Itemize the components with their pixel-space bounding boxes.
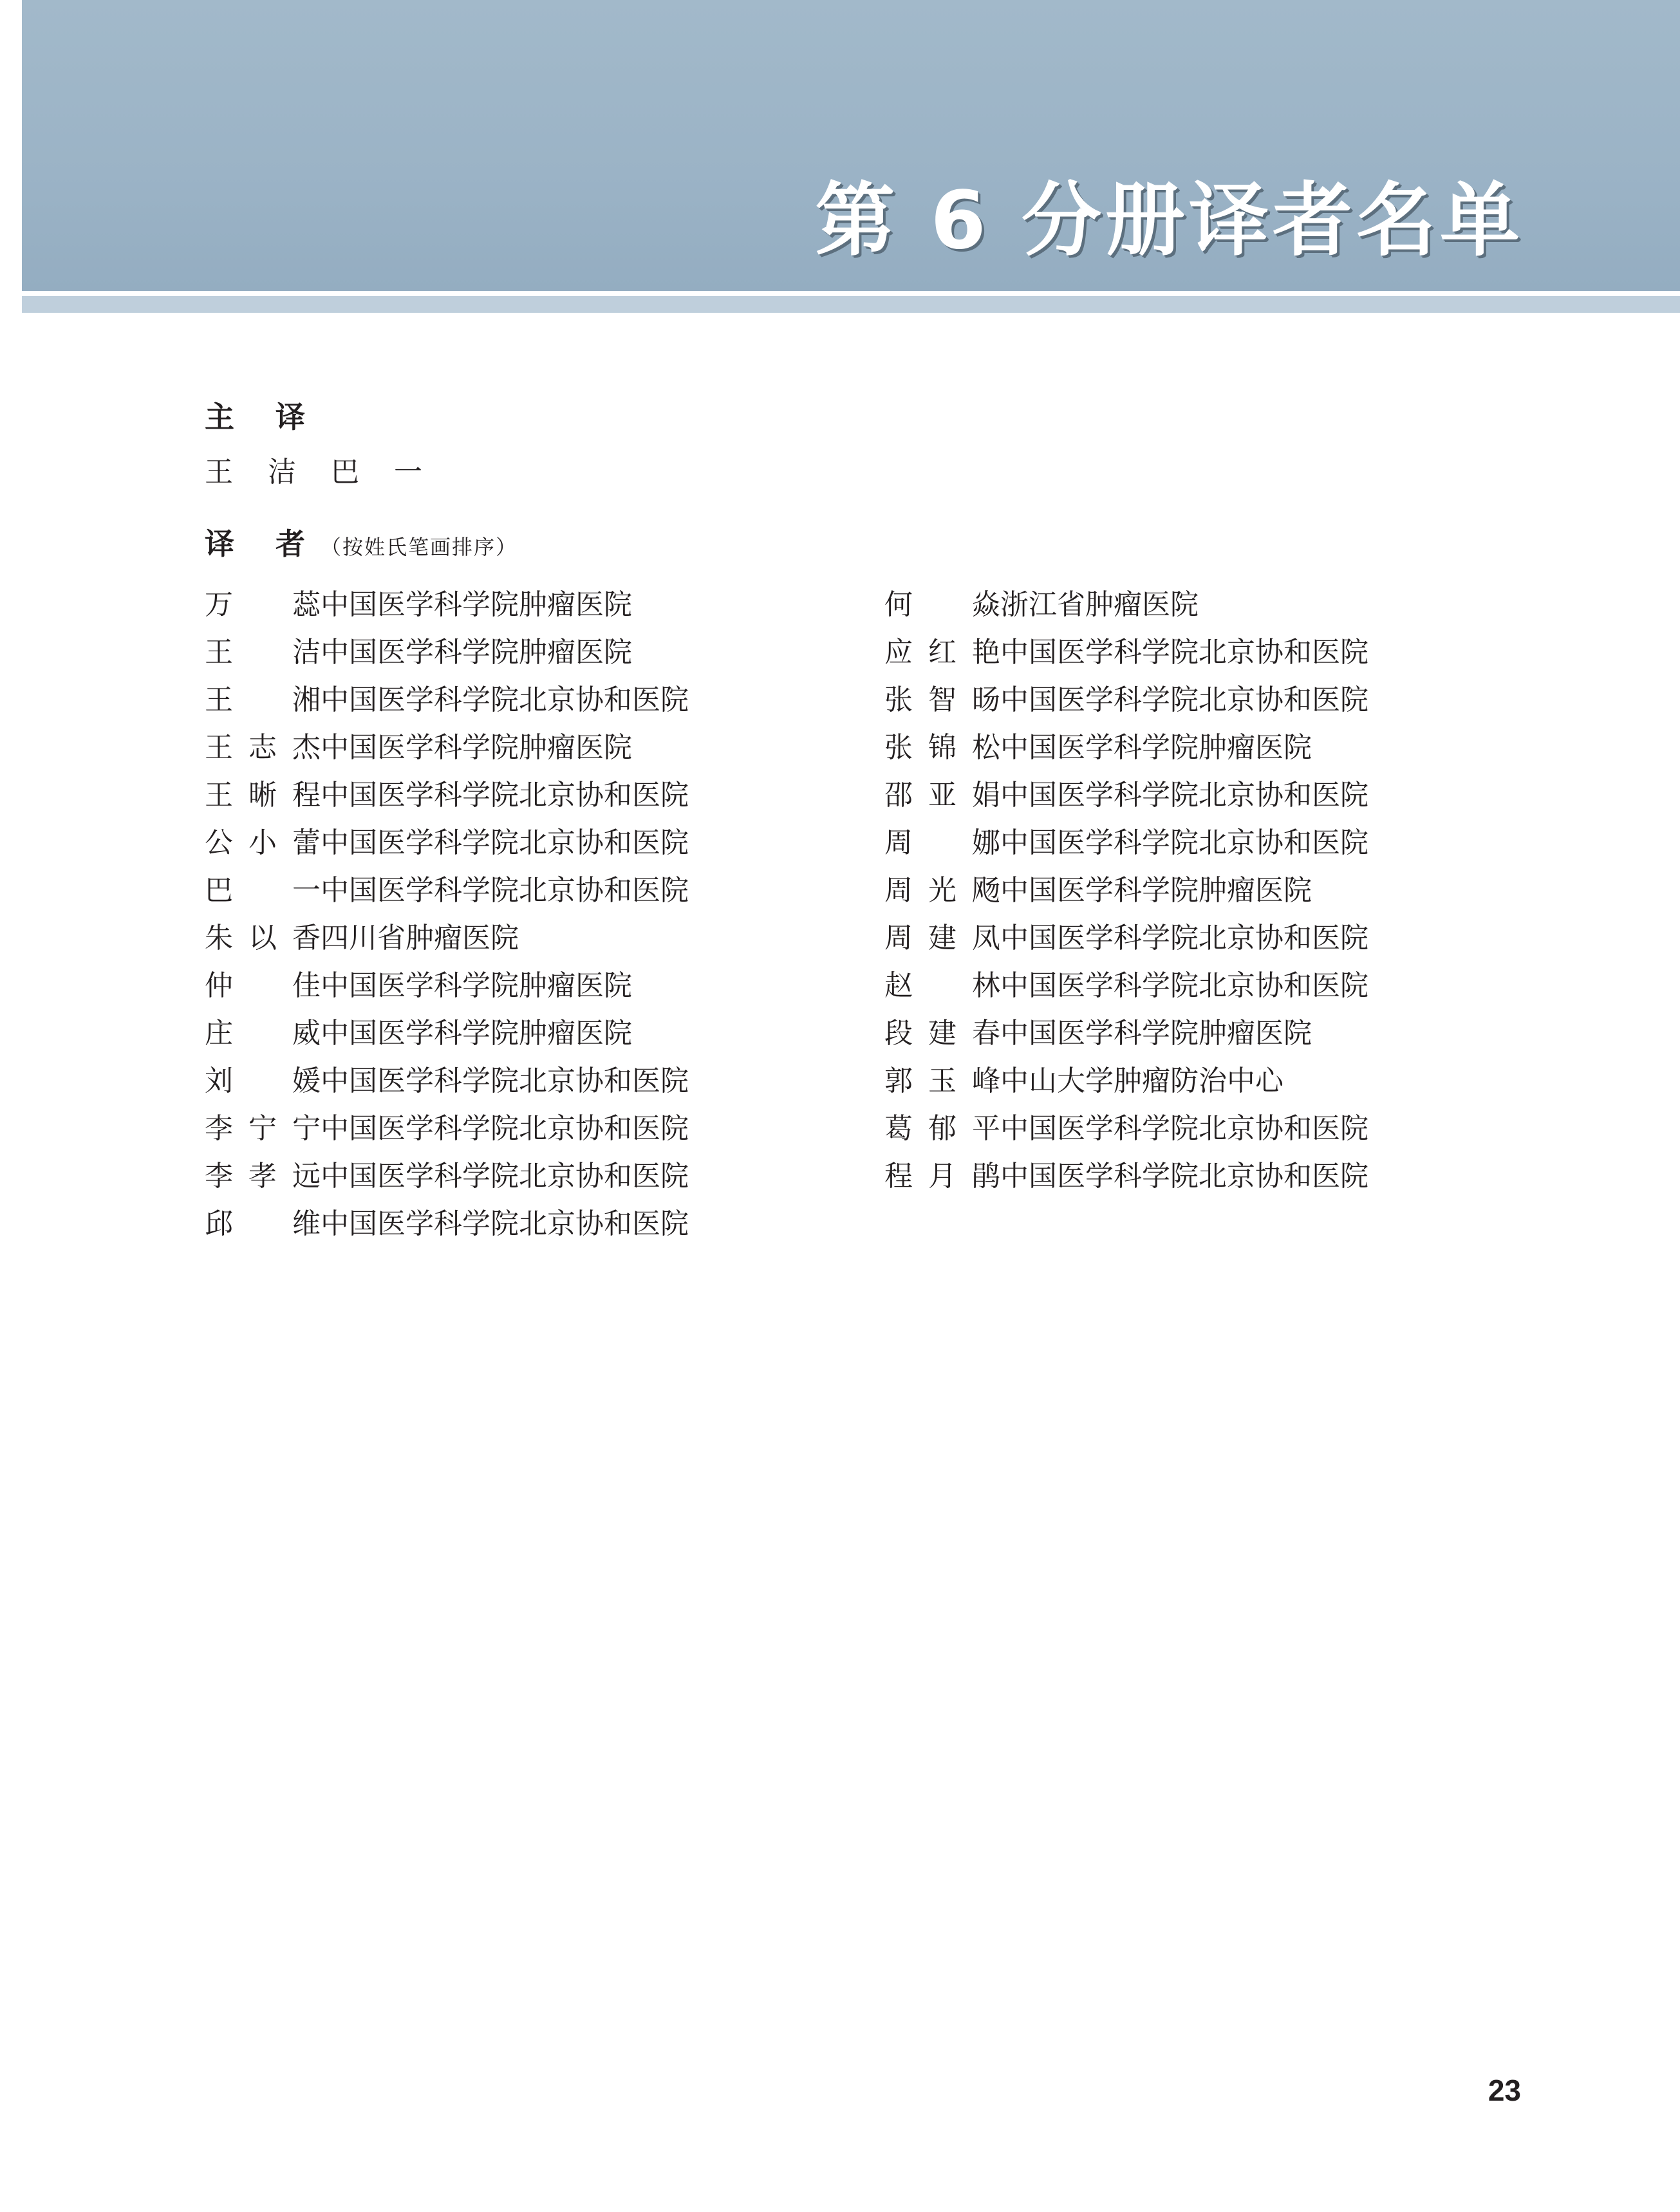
translator-row: [205, 768, 689, 816]
translator-row: [884, 959, 1368, 1007]
translator-row: [884, 721, 1368, 768]
translator-name: 赵 林: [884, 969, 1000, 1002]
translator-row: [205, 1054, 689, 1102]
translator-row: [205, 816, 689, 864]
translator-name: 周光飏: [884, 874, 1000, 907]
translator-institution: 中国医学科学院北京协和医院: [321, 1160, 689, 1193]
chief-translators-names: 王 洁 巴 一: [205, 456, 435, 488]
translator-name: 应红艳: [884, 636, 1000, 669]
translator-row: [884, 673, 1368, 721]
translator-institution: 中国医学科学院肿瘤医院: [1000, 874, 1312, 907]
translator-institution: 中国医学科学院肿瘤医院: [1000, 731, 1312, 764]
translator-institution: 中国医学科学院北京协和医院: [321, 1207, 689, 1240]
translator-institution: 中国医学科学院北京协和医院: [1000, 1112, 1368, 1145]
translator-name: 张锦松: [884, 731, 1000, 764]
translator-row: [884, 911, 1368, 959]
translator-name: 葛郁平: [884, 1112, 1000, 1145]
translator-row: [884, 1054, 1368, 1102]
translator-institution: 浙江省肿瘤医院: [1000, 588, 1199, 621]
translator-institution: 中国医学科学院北京协和医院: [1000, 1160, 1368, 1193]
translator-institution: 中国医学科学院北京协和医院: [1000, 683, 1368, 716]
translator-name: 程月鹃: [884, 1160, 1000, 1193]
translator-row: [205, 911, 689, 959]
translator-name: 公小蕾: [205, 826, 321, 859]
header-rule: [22, 296, 1680, 313]
translator-institution: 四川省肿瘤医院: [321, 922, 519, 954]
translator-name: 王 湘: [205, 683, 321, 716]
translator-institution: 中国医学科学院肿瘤医院: [321, 588, 632, 621]
translator-row: [884, 1007, 1368, 1054]
translator-row: [884, 768, 1368, 816]
translator-name: 王 洁: [205, 636, 321, 669]
translator-name: 何 焱: [884, 588, 1000, 621]
translator-row: [884, 1149, 1368, 1197]
translator-institution: 中国医学科学院肿瘤医院: [1000, 1017, 1312, 1050]
translator-row: [205, 1007, 689, 1054]
translator-row: [205, 864, 689, 911]
translator-row: [884, 578, 1368, 626]
header-divider: [22, 291, 1680, 296]
translator-row: [205, 1102, 689, 1149]
translator-name: 段建春: [884, 1017, 1000, 1050]
translator-institution: 中国医学科学院北京协和医院: [1000, 969, 1368, 1002]
translator-name: 张智旸: [884, 683, 1000, 716]
translator-row: [884, 1102, 1368, 1149]
translator-row: [205, 626, 689, 673]
translator-row: [205, 721, 689, 768]
translator-name: 郭玉峰: [884, 1064, 1000, 1097]
translator-name: 巴 一: [205, 874, 321, 907]
translator-row: [205, 578, 689, 626]
translator-institution: 中国医学科学院肿瘤医院: [321, 731, 632, 764]
translator-row: [205, 1197, 689, 1245]
translator-institution: 中国医学科学院北京协和医院: [1000, 636, 1368, 669]
translator-name: 万 蕊: [205, 588, 321, 621]
page-title: 第 6 分册译者名单: [815, 174, 1524, 267]
translator-name: 李宁宁: [205, 1112, 321, 1145]
translator-row: [884, 626, 1368, 673]
translator-institution: 中山大学肿瘤防治中心: [1000, 1064, 1283, 1097]
translators-sort-note: （按姓氏笔画排序）: [321, 535, 518, 559]
translator-name: 刘 媛: [205, 1064, 321, 1097]
translator-name: 仲 佳: [205, 969, 321, 1002]
translator-name: 朱以香: [205, 922, 321, 954]
translator-institution: 中国医学科学院北京协和医院: [321, 874, 689, 907]
chief-translators-heading: [205, 398, 321, 436]
translator-name: 王志杰: [205, 731, 321, 764]
translator-row: [205, 1149, 689, 1197]
chief-translators-heading-text: 主 译: [205, 400, 321, 434]
translators-heading: [205, 525, 518, 566]
translators-heading-text: 译 者: [205, 526, 321, 561]
translator-row: [884, 816, 1368, 864]
translator-institution: 中国医学科学院北京协和医院: [1000, 922, 1368, 954]
translator-institution: 中国医学科学院肿瘤医院: [321, 1017, 632, 1050]
translator-institution: 中国医学科学院北京协和医院: [321, 826, 689, 859]
translator-institution: 中国医学科学院北京协和医院: [1000, 779, 1368, 812]
page-number: 23: [1488, 2074, 1521, 2107]
translator-institution: 中国医学科学院北京协和医院: [321, 779, 689, 812]
translator-institution: 中国医学科学院肿瘤医院: [321, 636, 632, 669]
translator-institution: 中国医学科学院北京协和医院: [1000, 826, 1368, 859]
translator-row: [205, 673, 689, 721]
translator-institution: 中国医学科学院北京协和医院: [321, 1112, 689, 1145]
translator-row: [884, 864, 1368, 911]
translators-right-column: [884, 578, 1368, 1197]
translator-name: 邵亚娟: [884, 779, 1000, 812]
translator-row: [205, 959, 689, 1007]
translator-name: 李孝远: [205, 1160, 321, 1193]
translators-left-column: [205, 578, 689, 1245]
translator-name: 庄 威: [205, 1017, 321, 1050]
translator-name: 周 娜: [884, 826, 1000, 859]
translator-institution: 中国医学科学院北京协和医院: [321, 683, 689, 716]
translator-name: 邱 维: [205, 1207, 321, 1240]
translator-institution: 中国医学科学院肿瘤医院: [321, 969, 632, 1002]
translator-institution: 中国医学科学院北京协和医院: [321, 1064, 689, 1097]
translator-name: 王晰程: [205, 779, 321, 812]
translator-name: 周建凤: [884, 922, 1000, 954]
